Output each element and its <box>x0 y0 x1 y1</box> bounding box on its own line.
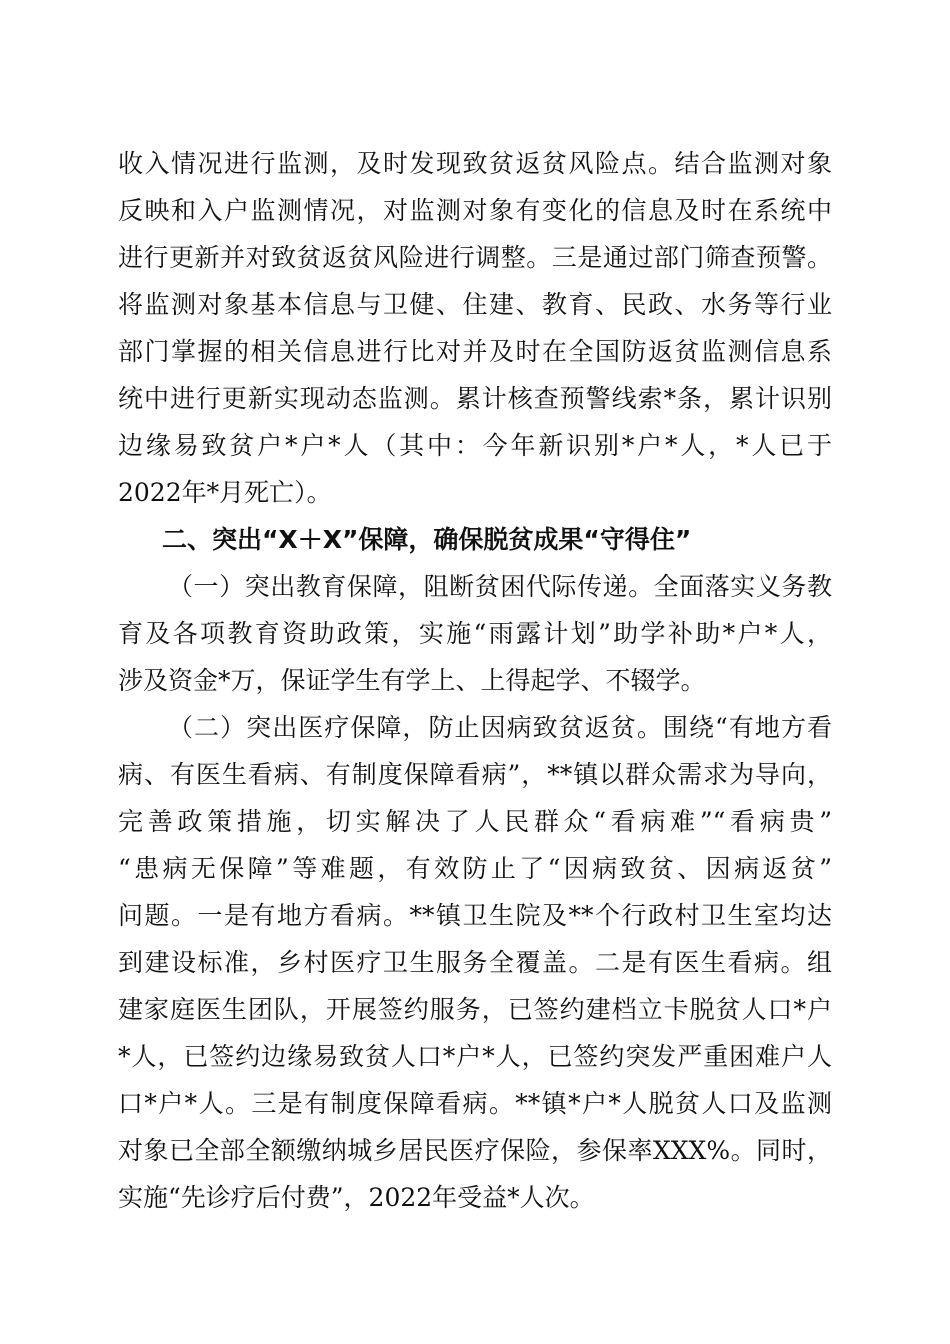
paragraph-line: 对象已全部全额缴纳城乡居民医疗保险，参保率XXX%。同时， <box>118 1136 832 1165</box>
paragraph-line: （二）突出医疗保障，防止因病致贫返贫。围绕“有地方看 <box>168 713 832 742</box>
paragraph-line: 育及各项教育资助政策，实施“雨露计划”助学补助*户*人， <box>118 619 832 648</box>
section-heading: 二、突出“X＋X”保障，确保脱贫成果“守得住” <box>162 525 692 554</box>
paragraph-line: 完善政策措施，切实解决了人民群众“看病难”“看病贵” <box>118 807 832 836</box>
paragraph-line: 到建设标准，乡村医疗卫生服务全覆盖。二是有医生看病。组 <box>118 948 832 977</box>
paragraph-line: 2022年*月死亡）。 <box>118 478 332 507</box>
paragraph-line: 将监测对象基本信息与卫健、住建、教育、民政、水务等行业 <box>118 290 832 319</box>
paragraph-line: 边缘易致贫户*户*人（其中：今年新识别*户*人，*人已于 <box>118 431 832 460</box>
paragraph-line: 病、有医生看病、有制度保障看病”，**镇以群众需求为导向， <box>118 760 832 789</box>
paragraph-line: 问题。一是有地方看病。**镇卫生院及**个行政村卫生室均达 <box>118 901 832 930</box>
paragraph-line: 实施“先诊疗后付费”，2022年受益*人次。 <box>118 1183 595 1212</box>
paragraph-line: 反映和入户监测情况，对监测对象有变化的信息及时在系统中 <box>118 196 832 225</box>
paragraph-line: *人，已签约边缘易致贫人口*户*人，已签约突发严重困难户人 <box>118 1042 832 1071</box>
paragraph-line: 口*户*人。三是有制度保障看病。**镇*户*人脱贫人口及监测 <box>118 1089 832 1118</box>
paragraph-line: （一）突出教育保障，阻断贫困代际传递。全面落实义务教 <box>168 572 832 601</box>
paragraph-line: 统中进行更新实现动态监测。累计核查预警线索*条，累计识别 <box>118 384 832 413</box>
paragraph-line: 部门掌握的相关信息进行比对并及时在全国防返贫监测信息系 <box>118 337 832 366</box>
paragraph-line: 进行更新并对致贫返贫风险进行调整。三是通过部门筛查预警。 <box>118 243 832 272</box>
paragraph-line: 涉及资金*万，保证学生有学上、上得起学、不辍学。 <box>118 666 706 695</box>
paragraph-line: “患病无保障”等难题，有效防止了“因病致贫、因病返贫” <box>118 854 832 883</box>
paragraph-line: 收入情况进行监测，及时发现致贫返贫风险点。结合监测对象 <box>118 149 832 178</box>
paragraph-line: 建家庭医生团队，开展签约服务，已签约建档立卡脱贫人口*户 <box>118 995 832 1024</box>
